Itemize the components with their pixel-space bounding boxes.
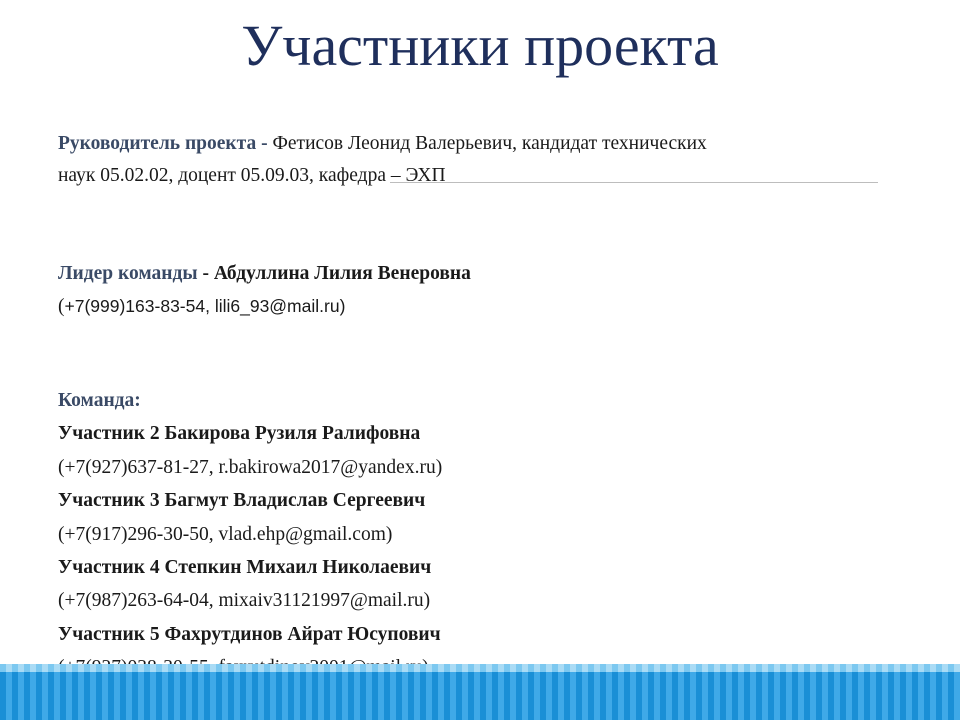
team-lead-contact-prefix: ( <box>58 296 65 317</box>
team-lead-dash: - <box>197 263 214 284</box>
team-lead-contact: +7(999)163-83-54, lili6_93@mail.ru) <box>64 296 346 316</box>
project-leader-line-1 <box>58 128 707 160</box>
member-contact: (+7(927)637-81-27, r.bakirowa2017@yandex.ru) <box>58 456 443 478</box>
project-leader-dash: - <box>256 133 273 154</box>
team-lead-label: Лидер команды <box>58 263 198 284</box>
slide-title: Участники проекта <box>241 13 719 78</box>
project-leader-info-1: Фетисов Леонид Валерьевич, кандидат технических <box>272 133 707 154</box>
member-name: Участник 2 Бакирова Рузиля Ралифовна <box>58 423 421 445</box>
member-name: Участник 5 Фахрутдинов Айрат Юсупович <box>58 623 441 645</box>
member-contact: (+7(917)296-30-50, vlad.ehp@gmail.com) <box>58 523 393 545</box>
team-lead-line <box>58 258 471 290</box>
project-leader-block <box>58 128 707 192</box>
team-block <box>58 384 442 685</box>
project-leader-label: Руководитель проекта <box>58 133 257 154</box>
member-contact: (+7(987)263-64-04, mixaiv31121997@mail.ru) <box>58 590 431 612</box>
team-lead-block <box>58 258 471 323</box>
member-name: Участник 3 Багмут Владислав Сергеевич <box>58 490 426 512</box>
team-lead-name: Абдуллина Лилия Венеровна <box>213 263 471 284</box>
team-lead-contact-line <box>58 290 471 323</box>
project-leader-line-2: наук 05.02.02, доцент 05.09.03, кафедра – ЭХП <box>58 165 446 186</box>
bottom-decorative-bar <box>0 664 960 720</box>
bottom-decorative-bar-highlight <box>0 664 960 672</box>
team-heading: Команда: <box>58 390 141 411</box>
member-name: Участник 4 Степкин Михаил Николаевич <box>58 557 432 579</box>
